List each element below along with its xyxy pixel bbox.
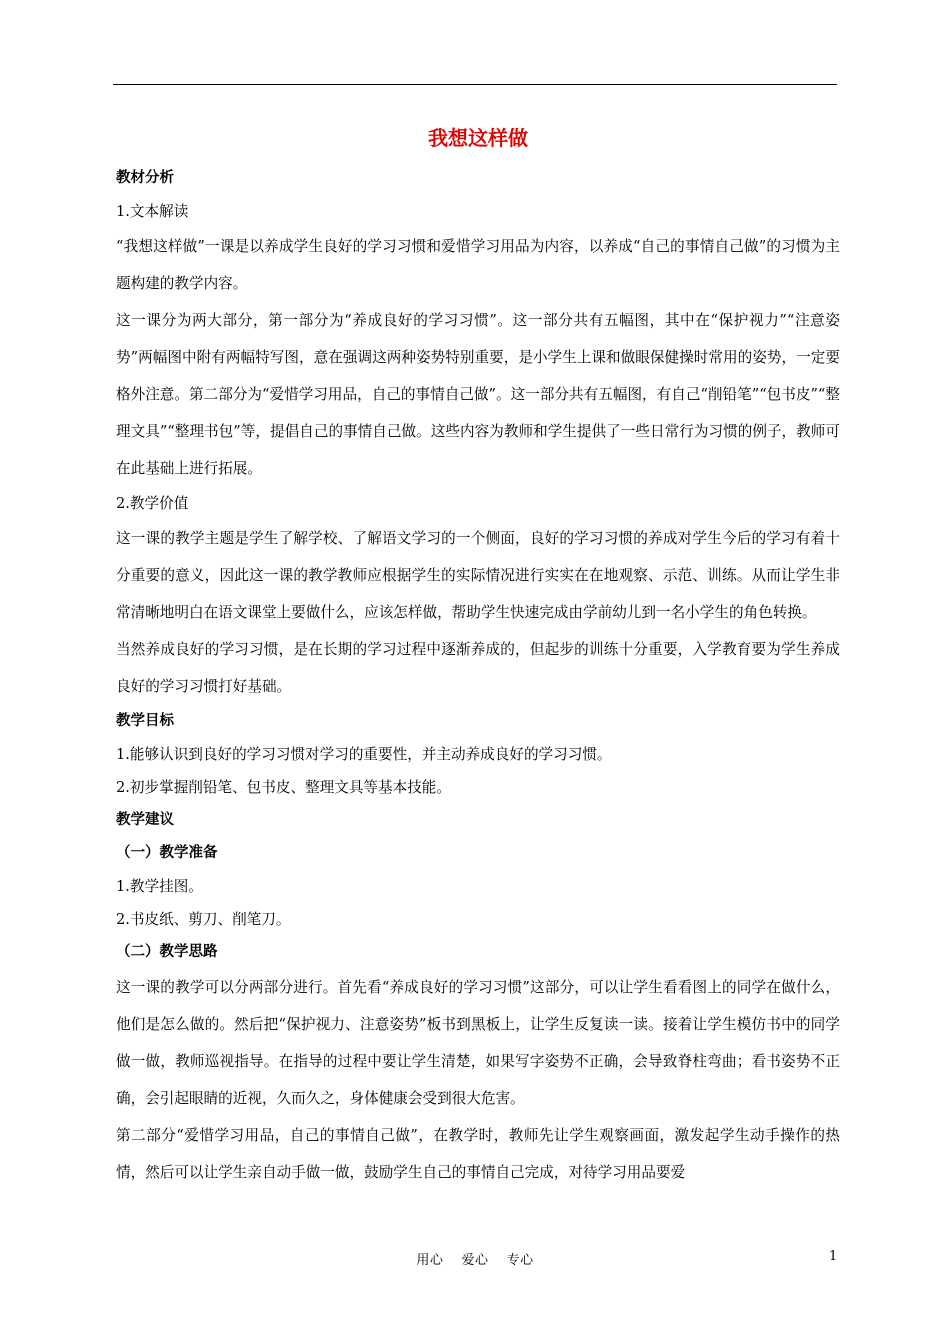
goal-item: 2.初步掌握削铅笔、包书皮、整理文具等基本技能。: [116, 779, 451, 796]
section-heading-suggestions: 教学建议: [116, 812, 174, 828]
goal-item: 1.能够认识到良好的学习习惯对学习的重要性，并主动养成良好的学习习惯。: [116, 746, 612, 763]
footer-motto: 用心 爱心 专心: [416, 1253, 534, 1268]
page-number: 1: [829, 1249, 838, 1264]
document-body: [116, 128, 840, 1191]
paragraph-value-1: 这一课的教学主题是学生了解学校、了解语文学习的一个侧面，良好的学习习惯的养成对学生今后的学习有着十分重要的意义，因此这一课的教学教师应根据学生的实际情况进行实实在在地观察、示范、训练。从而让学生非常清晰地明白在语文课堂上要做什么，应该怎样做，帮助学生快速完成由学前幼儿到一名小学生的角色转换。: [116, 530, 840, 621]
paragraph-analysis-1: “我想这样做”一课是以养成学生良好的学习习惯和爱惜学习用品为内容，以养成“自己的事情自己做”的习惯为主题构建的教学内容。: [116, 238, 840, 292]
paragraph-value-2: 当然养成良好的学习习惯，是在长期的学习过程中逐渐养成的，但起步的训练十分重要，入学教育要为学生养成良好的学习习惯打好基础。: [116, 641, 840, 695]
section-heading-analysis: 教材分析: [116, 170, 174, 186]
page-footer: [0, 1249, 950, 1269]
subsection-heading-approach: （二）教学思路: [116, 944, 218, 960]
preparation-item: 1.教学挂图。: [116, 878, 203, 895]
subheading-text-reading: 1.文本解读: [116, 203, 189, 220]
header-rule: [113, 84, 837, 85]
paragraph-approach-2: 第二部分“爱惜学习用品，自己的事情自己做”，在教学时，教师先让学生观察画面，激发起学生动手操作的热情，然后可以让学生亲自动手做一做，鼓励学生自己的事情自己完成，对待学习用品要爱: [116, 1127, 840, 1181]
subheading-teaching-value: 2.教学价值: [116, 495, 189, 512]
subsection-heading-preparation: （一）教学准备: [116, 845, 218, 861]
section-heading-goals: 教学目标: [116, 713, 174, 729]
paragraph-approach-1: 这一课的教学可以分两部分进行。首先看“养成良好的学习习惯”这部分，可以让学生看看图上的同学在做什么，他们是怎么做的。然后把“保护视力、注意姿势”板书到黑板上，让学生反复读一读。接着让学生模仿书中的同学做一做，教师巡视指导。在指导的过程中要让学生清楚，如果写字姿势不正确，会导致脊柱弯曲；看书姿势不正确，会引起眼睛的近视，久而久之，身体健康会受到很大危害。: [116, 979, 840, 1107]
preparation-item: 2.书皮纸、剪刀、削笔刀。: [116, 911, 291, 928]
paragraph-analysis-2: 这一课分为两大部分，第一部分为“养成良好的学习习惯”。这一部分共有五幅图，其中在“保护视力”“注意姿势”两幅图中附有两幅特写图，意在强调这两种姿势特别重要，是小学生上课和做眼保健操时常用的姿势，一定要格外注意。第二部分为“爱惜学习用品，自己的事情自己做”。这一部分共有五幅图，有自己“削铅笔”“包书皮”“整理文具”“整理书包”等，提倡自己的事情自己做。这些内容为教师和学生提供了一些日常行为习惯的例子，教师可在此基础上进行拓展。: [116, 312, 840, 477]
document-title: 我想这样做: [428, 126, 528, 150]
